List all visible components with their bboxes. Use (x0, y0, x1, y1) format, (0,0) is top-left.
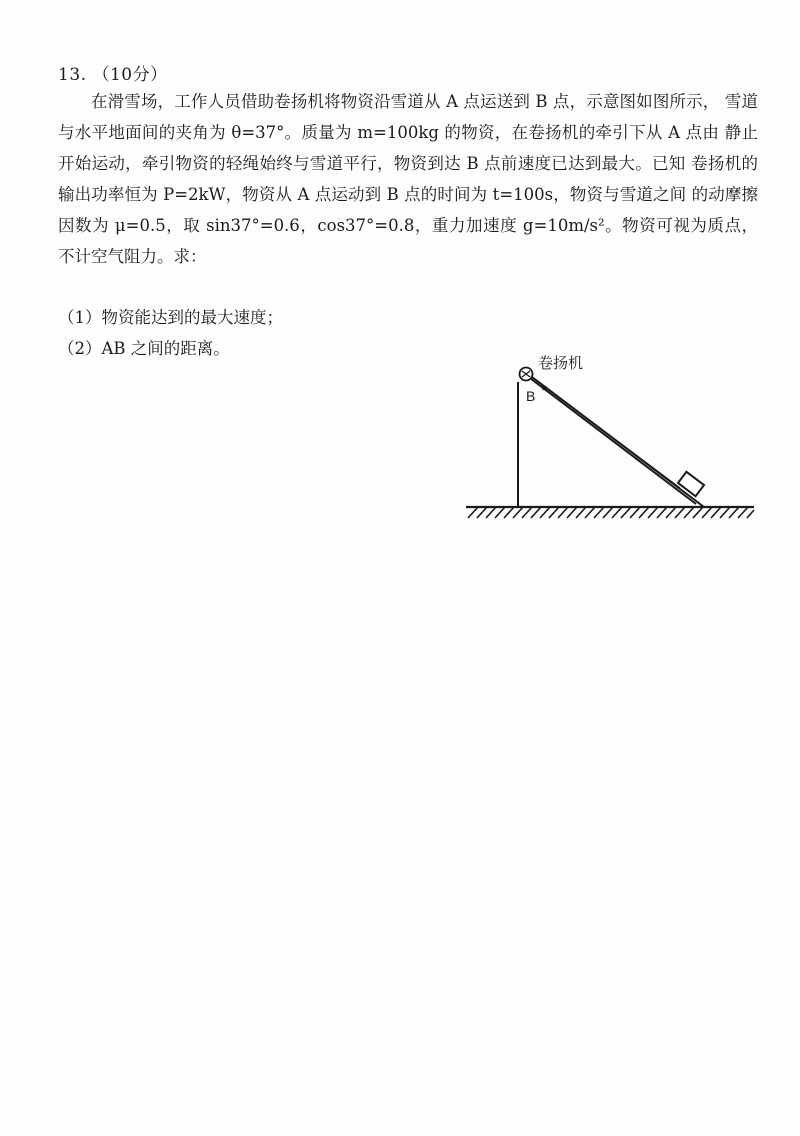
rope (536, 380, 680, 488)
question-number: 13. (58, 65, 87, 85)
point-b-marker (542, 386, 546, 390)
ground-hatching (468, 507, 754, 518)
figure-drawing (460, 350, 760, 525)
slope-winch-figure (460, 350, 760, 525)
body-line-5: 的动摩擦因数为 μ=0.5，取 sin37°=0.6，cos37°=0.8，重力加速度 g=10m/s²。物资可视为质点， (58, 185, 759, 235)
body-line-1: 在滑雪场，工作人员借助卷扬机将物资沿雪道从 A 点运送到 B 点，示意图如图所示， (91, 92, 720, 111)
body-line-3: 静止开始运动，牵引物资的轻绳始终与雪道平行，物资到达 B 点前速度已达到最大。已知 (58, 123, 759, 173)
question-score: （10分） (92, 65, 168, 85)
body-line-6: 不计空气阻力。求： (58, 247, 207, 266)
question-header (58, 60, 168, 85)
winch-label: 卷扬机 (538, 354, 584, 372)
sub-question-2: （2）AB 之间的距离。 (58, 339, 230, 358)
slope-upper-edge (522, 372, 696, 504)
body-line-4: 卷扬机的输出功率恒为 P=2kW，物资从 A 点运动到 B 点的时间为 t=100s，物资与雪道之间 (58, 154, 759, 204)
sub-questions (58, 302, 283, 364)
question-body (58, 86, 758, 272)
body-line-2: 雪道与水平地面间的夹角为 θ=37°。质量为 m=100kg 的物资，在卷扬机的牵引下从 A 点由 (58, 92, 758, 142)
sub-question-1: （1）物资能达到的最大速度； (58, 308, 283, 327)
point-b-label: B (526, 388, 536, 404)
